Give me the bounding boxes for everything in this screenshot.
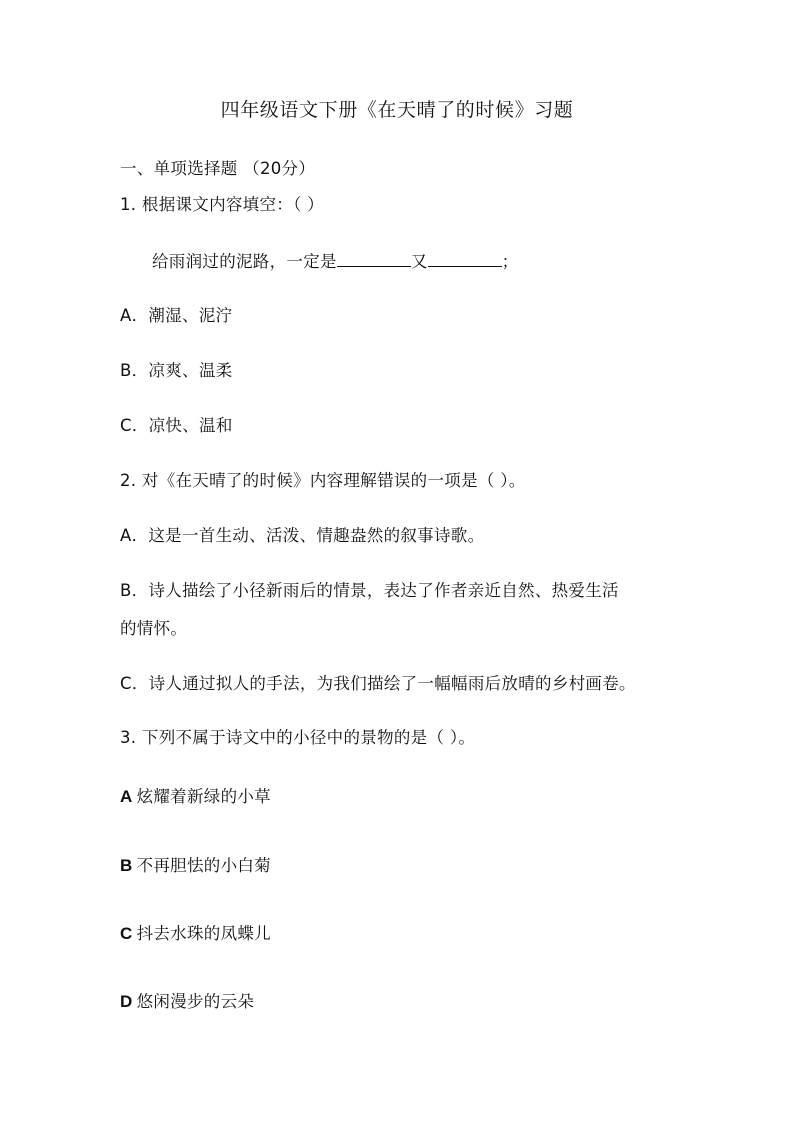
question-3-option-a: [120, 786, 271, 808]
answer-blank-2: [428, 250, 502, 267]
question-2-option-a: A．这是一首生动、活泼、情趣盎然的叙事诗歌。: [120, 526, 485, 545]
question-2-option-c: C．诗人通过拟人的手法，为我们描绘了一幅幅雨后放晴的乡村画卷。: [120, 674, 636, 693]
question-3-option-c: [120, 923, 271, 945]
question-2-option-b-line-2: 的情怀。: [120, 619, 188, 638]
answer-blank-1: [337, 250, 411, 267]
prompt-text-after: ；: [501, 252, 519, 271]
question-2-option-b-line-1: B．诗人描绘了小径新雨后的情景，表达了作者亲近自然、热爱生活: [120, 581, 619, 600]
question-2-stem: 2. 对《在天晴了的时候》内容理解错误的一项是（ ）。: [120, 471, 526, 490]
page-title: 四年级语文下册《在天晴了的时候》习题: [220, 99, 574, 121]
question-1-stem: 1. 根据课文内容填空：（ ）: [120, 195, 324, 214]
option-letter: A: [120, 787, 133, 806]
question-1-prompt: [152, 250, 518, 273]
question-1-option-a: A．潮湿、泥泞: [120, 306, 233, 325]
question-3-option-d: [120, 991, 254, 1013]
option-text: 不再胆怯的小白菊: [136, 856, 271, 875]
question-3-option-b: [120, 855, 271, 877]
question-3-stem: 3. 下列不属于诗文中的小径中的景物的是（ ）。: [120, 728, 476, 747]
question-1-option-c: C．凉快、温和: [120, 416, 233, 435]
option-text: 炫耀着新绿的小草: [136, 787, 271, 806]
option-text: 悠闲漫步的云朵: [136, 992, 255, 1011]
option-text: 抖去水珠的凤蝶儿: [136, 924, 271, 943]
option-letter: C: [120, 924, 133, 943]
question-1-option-b: B．凉爽、温柔: [120, 361, 233, 380]
option-letter: D: [120, 992, 133, 1011]
prompt-text-mid: 又: [410, 252, 428, 271]
option-letter: B: [120, 856, 133, 875]
section-heading: 一、单项选择题 （20分）: [120, 159, 316, 178]
prompt-text-before: 给雨润过的泥路，一定是: [152, 252, 337, 271]
